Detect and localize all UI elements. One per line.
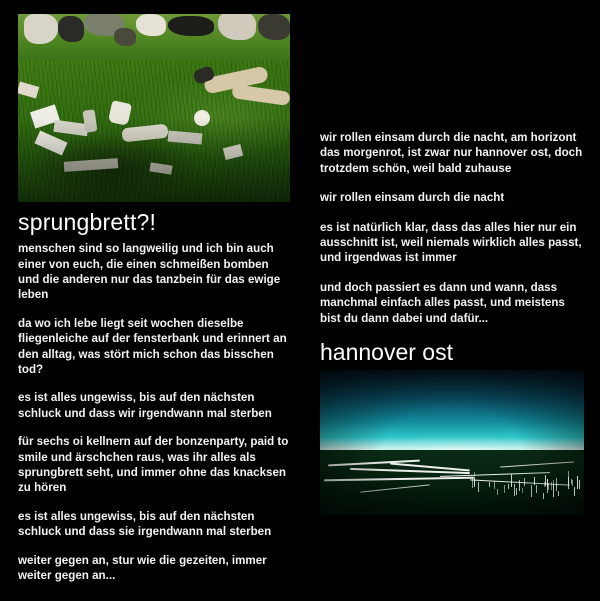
grass-tuft (574, 487, 575, 496)
grass-tuft (508, 484, 509, 489)
song-title-sprungbrett: sprungbrett?! (18, 209, 157, 235)
grass-tuft (544, 482, 545, 487)
grass-tuft (489, 482, 490, 487)
grass-tuft (524, 478, 525, 486)
grass-tuft (497, 489, 498, 496)
lyrics-verse: da wo ich lebe liegt seit wochen dieselbe fliegenleiche auf der fensterbank und erinnert an den alltag, was stört mich schon das bisschen tod? (18, 316, 287, 376)
lyrics-sprungbrett (18, 241, 290, 583)
grass-tuft (577, 476, 578, 488)
grass-tuft (553, 484, 554, 497)
night-field-photo (320, 370, 584, 515)
lyrics-verse: für sechs oi kellnern auf der bonzenparty, paid to smile und ärschchen raus, was ihr alles als sprungbrett seht, und immer ohne das knacksen zu hören (18, 435, 289, 495)
grass-tuft (551, 482, 552, 490)
lyrics-verse: und doch passiert es dann und wann, dass manchmal einfach alles passt, und meistens bist du dann dabei und dafür... (320, 280, 565, 325)
lyrics-verse: wir rollen einsam durch die nacht, am horizont das morgenrot, ist zwar nur hannover ost, doch trotzdem schön, weil bald zuhause (320, 131, 583, 175)
grass-tuft (531, 485, 532, 497)
grass-tuft (511, 474, 512, 487)
lyrics-verse: wir rollen einsam durch die nacht (320, 191, 505, 205)
grass-tuft (568, 477, 569, 489)
grass-tuft (572, 480, 573, 486)
left-column (18, 14, 290, 583)
song-title-hannover-ost: hannover ost (320, 339, 453, 366)
lyrics-verse: es ist alles ungewiss, bis auf den nächsten schluck und dass sie irgendwann mal sterben (18, 509, 272, 539)
grass-tuft (522, 488, 523, 493)
lyrics-verse: menschen sind so langweilig und ich bin auch einer von euch, die einen schmeißen bomben und die anderen nur das tanzbein für das ewige leben (18, 242, 281, 302)
lyrics-verse: es ist natürlich klar, dass das alles hier nur ein ausschnitt ist, weil niemals wirklich alles passt, und irgendwas ist immer (320, 220, 582, 265)
grass-tuft (474, 472, 475, 485)
grass-litter-photo (18, 14, 290, 202)
grass-tuft (519, 480, 520, 491)
lyrics-hannover-ost (320, 130, 584, 326)
grass-tuft (494, 481, 495, 489)
photo-vignette (18, 14, 290, 202)
grass-tuft (536, 485, 537, 493)
grass-tuft (478, 482, 479, 492)
grass-tuft (558, 491, 559, 497)
right-column (320, 130, 584, 515)
grass-tuft (504, 485, 505, 493)
grass-tuft (545, 475, 546, 485)
grass-tuft (516, 488, 517, 495)
grass-tuft (543, 493, 544, 499)
grass-tuft (548, 483, 549, 490)
grass-tuft (534, 477, 535, 485)
lyrics-verse: es ist alles ungewiss, bis auf den nächsten schluck und dass wir irgendwann mal sterben (18, 391, 272, 420)
grass-tuft (579, 480, 580, 489)
lyrics-verse: weiter gegen an, stur wie die gezeiten, immer weiter gegen an... (18, 553, 267, 583)
